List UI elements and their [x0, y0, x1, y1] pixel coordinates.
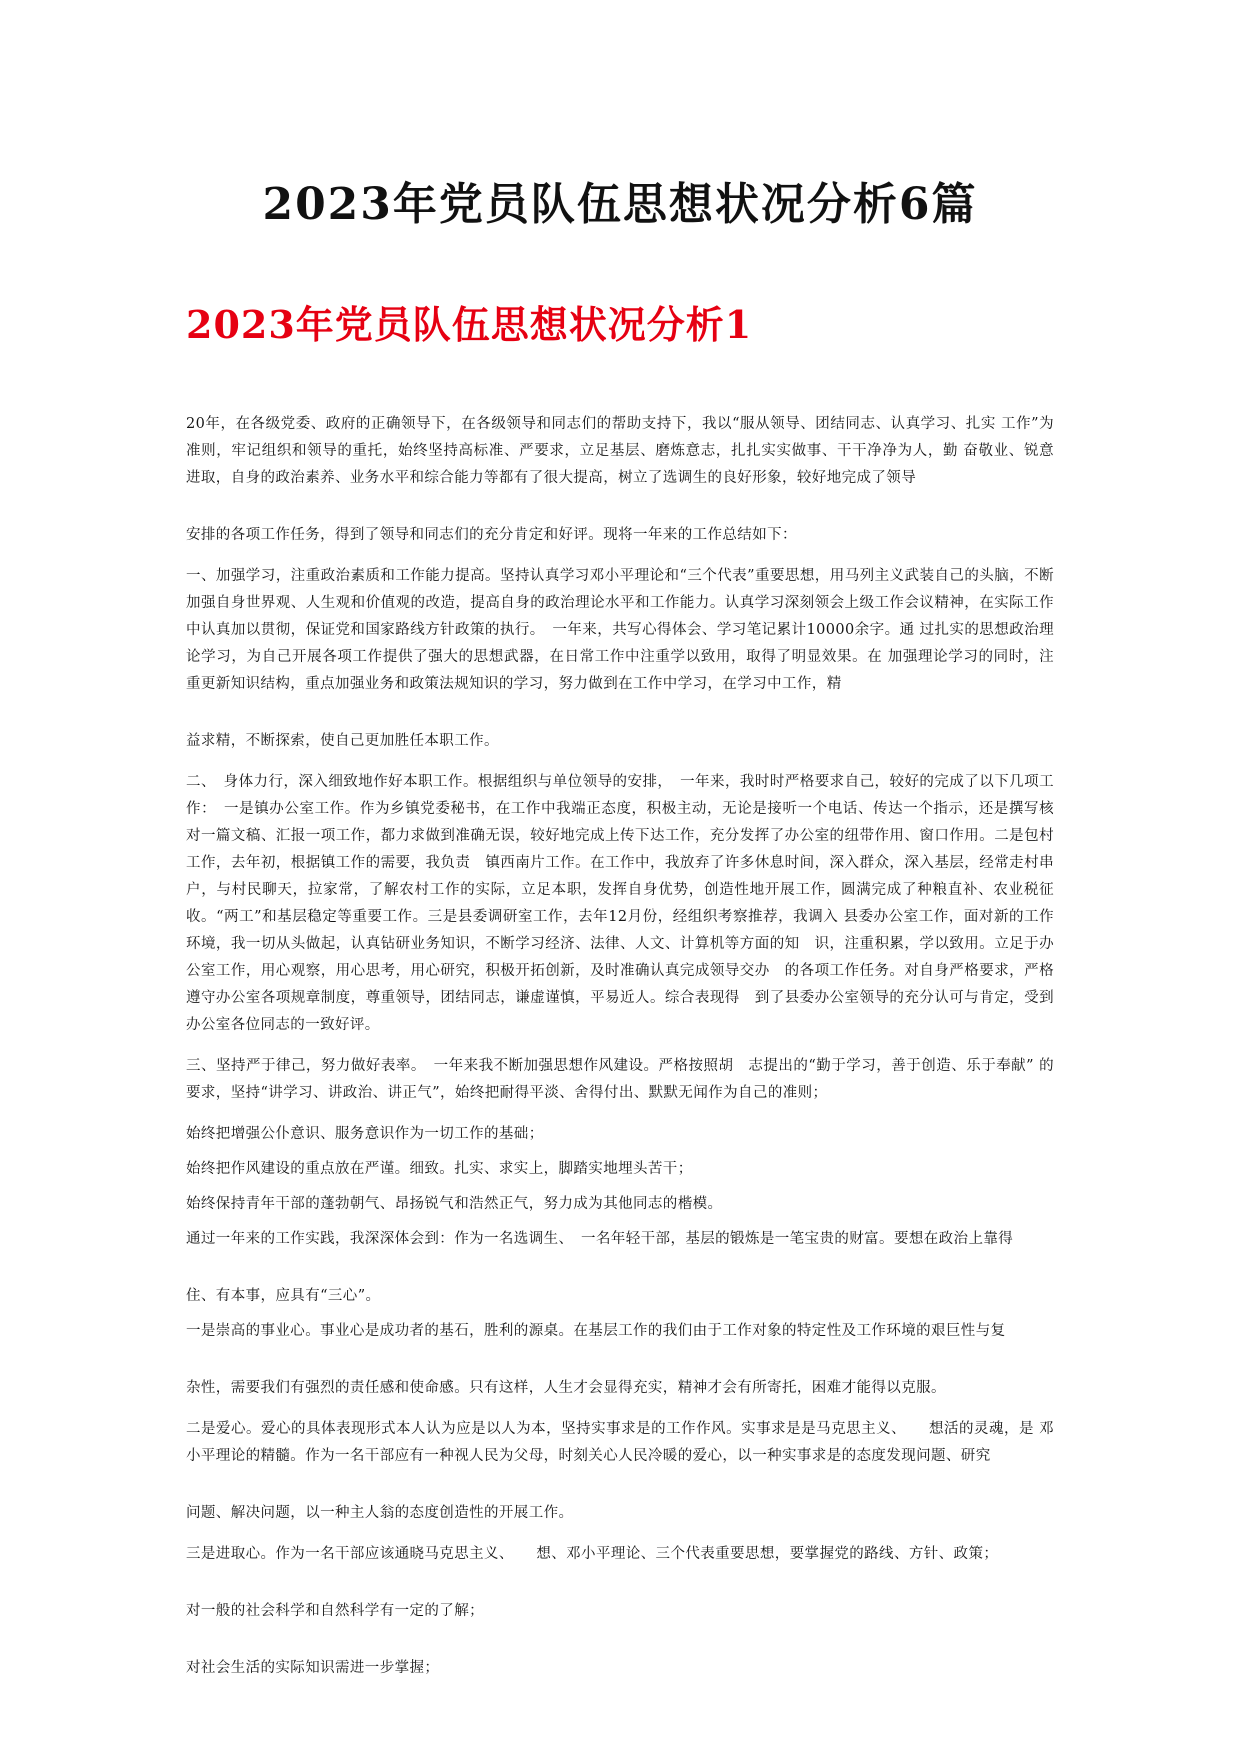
paragraph: 二、 身体力行，深入细致地作好本职工作。根据组织与单位领导的安排， 一年来，我时时严格要求自己，较好的完成了以下几项工作： 一是镇办公室工作。作为乡镇党委秘书，在工作中我端正态度，积极主动，无论是接听一个电话、传达一个指示，还是撰写核对一篇文稿、汇报一项工作，都力求做到准确无误，较好地完成上传下达工作，充分发挥了办公室的纽带作用、窗口作用。二是包村工作，去年初，根据镇工作的需要，我负责 镇西南片工作。在工作中，我放弃了许多休息时间，深入群众，深入基层，经常走村串户，与村民聊天，拉家常，了解农村工作的实际，立足本职，发挥自身优势，创造性地开展工作，圆满完成了种粮直补、农业税征收。“两工”和基层稳定等重要工作。三是县委调研室工作，去年12月份，经组织考察推荐，我调入 县委办公室工作，面对新的工作环境，我一切从头做起，认真钻研业务知识，不断学习经济、法律、人文、计算机等方面的知 识，注重积累，学以致用。立足于办公室工作，用心观察，用心思考，用心研究，积极开拓创新，及时准确认真完成领导交办 的各项工作任务。对自身严格要求，严格遵守办公室各项规章制度，尊重领导，团结同志，谦虚谨慎，平易近人。综合表现得 到了县委办公室领导的充分认可与肯定，受到办公室各位同志的一致好评。 — [186, 774, 1054, 1033]
paragraph: 20年，在各级党委、政府的正确领导下，在各级领导和同志们的帮助支持下，我以“服从领导、团结同志、认真学习、扎实 工作”为准则，牢记组织和领导的重托，始终坚持高标准、严要求，立足基层、磨炼意志，扎扎实实做事、干干净净为人，勤 奋敬业、锐意进取，自身的政治素养、业务水平和综合能力等都有了很大提高，树立了选调生的良好形象，较好地完成了领导 — [186, 416, 1054, 486]
paragraph: 三是进取心。作为一名干部应该通晓马克思主义、 想、邓小平理论、三个代表重要思想，要掌握党的路线、方针、政策； — [186, 1546, 999, 1562]
paragraph: 始终保持青年干部的蓬勃朝气、昂扬锐气和浩然正气，努力成为其他同志的楷模。 — [186, 1196, 723, 1212]
paragraph: 对社会生活的实际知识需进一步掌握； — [186, 1660, 440, 1676]
section-title: 2023年党员队伍思想状况分析1 — [186, 302, 753, 347]
paragraph: 通过一年来的工作实践，我深深体会到：作为一名选调生、 一名年轻干部，基层的锻炼是一笔宝贵的财富。要想在政治上靠得 — [186, 1231, 1014, 1247]
paragraph: 住、有本事，应具有“三心”。 — [186, 1288, 381, 1304]
paragraph: 三、坚持严于律己，努力做好表率。 一年来我不断加强思想作风建设。严格按照胡 志提出的“勤于学习，善于创造、乐于奉献” 的要求，坚持“讲学习、讲政治、讲正气”，始终把耐得平淡、舍得付出、默默无闻作为自己的准则； — [186, 1058, 1054, 1101]
paragraph: 一是崇高的事业心。事业心是成功者的基石，胜利的源桌。在基层工作的我们由于工作对象的特定性及工作环境的艰巨性与复 — [186, 1323, 1006, 1339]
paragraph: 始终把作风建设的重点放在严谨。细致。扎实、求实上，脚踏实地埋头苦干； — [186, 1161, 693, 1177]
paragraph: 益求精，不断探索，使自己更加胜任本职工作。 — [186, 733, 499, 749]
paragraph: 始终把增强公仆意识、服务意识作为一切工作的基础； — [186, 1126, 544, 1142]
paragraph: 对一般的社会科学和自然科学有一定的了解； — [186, 1603, 484, 1619]
document-body — [186, 411, 1054, 1696]
paragraph: 一、加强学习，注重政治素质和工作能力提高。坚持认真学习邓小平理论和“三个代表”重要思想，用马列主义武装自己的头脑，不断加强自身世界观、人生观和价值观的改造，提高自身的政治理论水平和工作能力。认真学习深刻领会上级工作会议精神，在实际工作中认真加以贯彻，保证党和国家路线方针政策的执行。 一年来，共写心得体会、学习笔记累计10000余字。通 过扎实的思想政治理论学习，为自己开展各项工作提供了强大的思想武器，在日常工作中注重学以致用，取得了明显效果。在 加强理论学习的同时，注重更新知识结构，重点加强业务和政策法规知识的学习，努力做到在工作中学习，在学习中工作，精 — [186, 568, 1054, 692]
paragraph: 安排的各项工作任务，得到了领导和同志们的充分肯定和好评。现将一年来的工作总结如下： — [186, 527, 797, 543]
paragraph: 二是爱心。爱心的具体表现形式本人认为应是以人为本，坚持实事求是的工作作风。实事求是是马克思主义、 想活的灵魂，是 邓小平理论的精髓。作为一名干部应有一种视人民为父母，时刻关心人民冷暖的爱心，以一种实事求是的态度发现问题、研究 — [186, 1421, 1054, 1464]
paragraph: 问题、解决问题，以一种主人翁的态度创造性的开展工作。 — [186, 1505, 574, 1521]
paragraph: 杂性，需要我们有强烈的责任感和使命感。只有这样，人生才会显得充实，精神才会有所寄托，困难才能得以克服。 — [186, 1380, 946, 1396]
document-title: 2023年党员队伍思想状况分析6篇 — [262, 179, 978, 230]
